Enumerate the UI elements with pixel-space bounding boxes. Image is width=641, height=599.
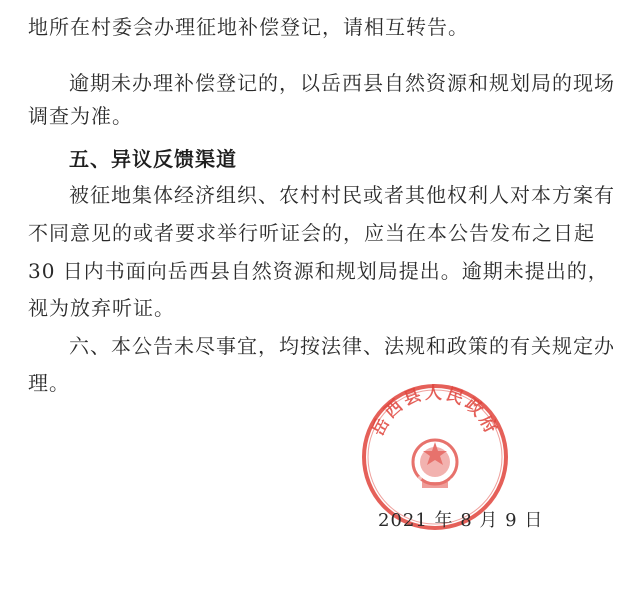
para-overdue-line-1: 逾期未办理补偿登记的，以岳西县自然资源和规划局的现场 (69, 71, 615, 95)
para-objection-line-1: 被征地集体经济组织、农村村民或者其他权利人对本方案有 (69, 183, 615, 207)
svg-text:岳西县人民政府 (367, 383, 502, 439)
notice-date: 2021 年 8 月 9 日 (378, 510, 544, 531)
section-heading-5: 五、异议反馈渠道 (69, 147, 237, 171)
para-overdue-line-2: 调查为准。 (28, 104, 133, 128)
para-objection-line-3: 30 日内书面向岳西县自然资源和规划局提出。逾期未提出的， (28, 259, 609, 283)
para-objection-line-4: 视为放弃听证。 (28, 296, 175, 320)
para-registration-end-line-1: 地所在村委会办理征地补偿登记，请相互转告。 (28, 15, 469, 39)
seal-text: 岳西县人民政府 (368, 383, 502, 440)
section-6-line-2: 理。 (28, 371, 70, 395)
para-objection-line-2: 不同意见的或者要求举行听证会的，应当在本公告发布之日起 (28, 221, 595, 245)
section-6-line-1: 六、本公告未尽事宜，均按法律、法规和政策的有关规定办 (69, 334, 615, 358)
